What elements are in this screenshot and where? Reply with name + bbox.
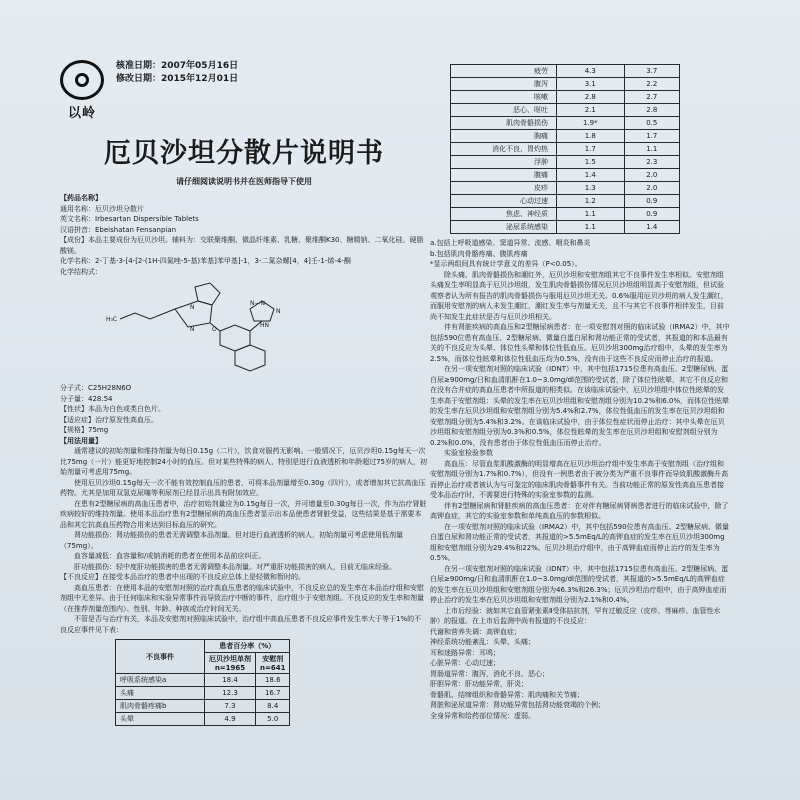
table-cell-a: 1.9*	[557, 117, 625, 130]
list-item: 骨骼肌、结缔组织和骨骼异常：肌肉痛和关节痛；	[430, 690, 584, 699]
list-item: 全身异常和给药部位情况：虚弱。	[430, 711, 535, 720]
table-cell-b: 2.0	[624, 169, 679, 182]
table-cell-event: 肌肉骨骼疼痛b	[116, 700, 205, 713]
postmarket-list	[430, 627, 730, 722]
brand-logo-icon	[60, 60, 104, 100]
generic-name: 通用名称：厄贝沙坦分散片	[60, 204, 144, 213]
table-cell-a: 4.3	[557, 65, 625, 78]
usage-paragraph-3: 在患有2型糖尿病的高血压患者中，治疗初始剂量应为0.15g每日一次，并可增量至0.30g每日一次，作为治疗肾脏疾病较好的维持剂量。使用本品治疗患有2型糖尿病的高血压患者显示出本品使患者肾脏受益，这些结果是基于需要本品和其它抗高血压药物合用来达到目标血压的研究。	[60, 499, 427, 529]
table-row	[451, 221, 680, 234]
molecular-weight: 分子量：428.54	[60, 394, 113, 403]
table-cell-event: 头痛	[116, 687, 205, 700]
col-b-n: n=641	[260, 664, 286, 672]
table-row	[451, 91, 680, 104]
footnote-b: b.包括肌肉骨骼疼痛、腹肌疼痛	[430, 249, 528, 258]
character: 【性状】本品为白色或类白色片。	[60, 405, 165, 413]
footnote-a: a.包括上呼吸道感染、窦道异常、流感、咽炎和鼻炎	[430, 239, 591, 247]
table-header-row	[116, 640, 290, 653]
right-paragraph-6: 在一项安慰剂对照的临床试验（IRMA2）中，其中包括590位患有高血压、2型糖尿病、微量白蛋白尿和肾功能正常的受试者，其报道的>5.5mEq/L的高钾血症的发生率在厄贝沙坦300mg组和安慰剂组分别为29.4%和22%。厄贝沙坦治疗组中，由于高钾血症而停止治疗的发生率为0.5%。	[430, 522, 730, 562]
table-cell-event: 咳嗽	[451, 91, 557, 104]
svg-text:O: O	[212, 326, 217, 333]
list-item: 代谢和营养失调：高钾血症；	[430, 627, 521, 636]
column-header-irbesartan	[205, 653, 256, 674]
table-row	[451, 195, 680, 208]
h3c-label: H₃C	[106, 316, 118, 323]
svg-text:N: N	[190, 326, 195, 333]
table-cell-event: 呼吸系统感染a	[116, 674, 205, 687]
header	[60, 60, 428, 121]
table-cell-a: 18.4	[205, 674, 256, 687]
right-table-body	[451, 65, 680, 234]
table-cell-event: 头晕	[116, 713, 205, 726]
adverse-events-table-part1	[115, 639, 290, 726]
col-a-label: 厄贝沙坦单剂	[209, 655, 251, 663]
column-header-placebo	[256, 653, 290, 674]
left-table-body	[116, 674, 290, 726]
table-cell-a: 4.9	[205, 713, 256, 726]
usage-paragraph-2: 使用厄贝沙坦0.15g每天一次不能有效控制血压的患者，可将本品剂量增至0.30g（四片），或者增加其它抗高血压药物。尤其是加用双氢克尿噻等利尿剂已经显示出具有附加效应。	[60, 478, 426, 497]
svg-text:N: N	[276, 308, 281, 315]
specification: 【规格】75mg	[60, 426, 109, 434]
table-cell-a: 1.1	[557, 221, 625, 234]
column-header-event: 不良事件	[116, 640, 205, 674]
table-cell-a: 1.5	[557, 156, 625, 169]
table-row	[451, 143, 680, 156]
table-cell-b: 18.6	[256, 674, 290, 687]
lab-heading: 实验室检验参数	[444, 449, 493, 457]
revision-date: 修改日期：2015年12月01日	[116, 74, 239, 84]
document-subtitle: 请仔细阅读说明书并在医师指导下使用	[176, 177, 312, 186]
table-cell-a: 7.3	[205, 700, 256, 713]
table-cell-b: 1.7	[624, 130, 679, 143]
table-cell-b: 0.9	[624, 208, 679, 221]
list-item: 胃肠道异常：腹泻，消化不良、恶心；	[430, 669, 549, 678]
table-cell-b: 2.0	[624, 182, 679, 195]
table-cell-event: 疲劳	[451, 65, 557, 78]
table-cell-event: 腹泻	[451, 78, 557, 91]
right-paragraph-3: 在另一项安慰剂对照的临床试验（IDNT）中，其中包括1715位患有高血压、2型糖尿病、蛋白尿≥900mg/日和血清肌酐在1.0~3.0mg/dl范围的受试者，除了体位性眩晕，其它不良反应和在没有合并症的高血压患者中所报道的相类似。在该临床试验中，厄贝沙坦组中体位性眩晕的发生率高于安慰剂组：头晕的发生率在厄贝沙坦组和安慰剂组分别为10.2%和6.0%，而体位性眩晕的发生率在厄贝沙坦组和安慰剂组分别为5.4%和2.7%，体位性低血压的发生率在厄贝沙坦组和安慰剂组分别为5.4%和3.2%。在该临床试验中，由于体位性症状而停止治疗：其中头晕在厄贝沙坦组和安慰剂组分别为0.3%和0.5%，体位性眩晕的发生率在厄贝沙坦组和安慰剂组分别为0.2%和0.0%，没有患者由于体位性低血压而停止治疗。	[430, 365, 730, 447]
adverse-events-table-part2	[450, 64, 680, 234]
table-cell-b: 0.9	[624, 195, 679, 208]
table-row	[451, 104, 680, 117]
composition: 【成份】本品主要成份为厄贝沙坦。辅料为：交联聚维酮、微晶纤维素、乳糖、聚维酮K30、糖精钠、二氧化硅、硬脂酸镁。	[60, 236, 424, 255]
table-row	[451, 182, 680, 195]
structure-svg	[100, 279, 320, 379]
table-cell-event: 恶心、呕吐	[451, 104, 557, 117]
indication: 【适应症】治疗原发性高血压。	[60, 415, 158, 424]
right-paragraph-7: 在另一项安慰剂对照的临床试验（IDNT）中，其中包括1715位患有高血压、2型糖尿病、蛋白尿≥900mg/日和血清肌酐在1.0~3.0mg/dl范围的受试者，其报道的>5.5mEq/L的高钾血症的发生率在厄贝沙坦组和安慰剂组分别为46.3%和26.3%；厄贝沙坦治疗组中，由于高钾血症而停止治疗的发生率在厄贝沙坦组和安慰剂组分别为2.1%和0.4%。	[430, 564, 729, 604]
table-row	[451, 65, 680, 78]
table-cell-event: 肌肉骨骼损伤	[451, 117, 557, 130]
footnote-star: *显示两组间具有统计学意义的差异（P<0.05）。	[430, 260, 582, 268]
table-row	[116, 700, 290, 713]
table-cell-b: 16.7	[256, 687, 290, 700]
table-row	[116, 687, 290, 700]
right-body	[430, 238, 730, 721]
adverse-paragraph-2: 不管是否与治疗有关，本品及安慰剂对照临床试验中，治疗组中高血压患者不良反应事件发生率大于等于1%的不良反应事件见下表：	[60, 615, 422, 634]
usage-paragraph-6: 肝功能损伤：轻中度肝功能损害的患者无需调整本品剂量。对严重肝功能损害的病人，目前无临床经验。	[74, 562, 396, 571]
usage-heading: 【用法用量】	[60, 436, 102, 445]
list-item: 耳和迷路异常：耳鸣；	[430, 648, 500, 657]
table-cell-event: 腹痛	[451, 169, 557, 182]
right-paragraph-2: 伴有肾脏疾病的高血压和2型糖尿病患者：在一项安慰剂对照的临床试验（IRMA2）中，其中包括590位患有高血压、2型糖尿病、微量白蛋白尿和肾功能正常的受试者，其报道的和本品最有关的不良反应为头晕、体位性头晕和体位性低血压。厄贝沙坦300mg治疗组中，头晕的发生率为2.5%，而体位性眩晕和体位性低血压均为0.5%，没有由于这些不良反应而停止治疗的报道。	[430, 323, 730, 363]
table-row	[116, 713, 290, 726]
svg-text:N—N: N—N	[250, 300, 265, 307]
brand-block	[60, 60, 104, 121]
table-cell-event: 消化不良、胃灼热	[451, 143, 557, 156]
chemical-structure-diagram	[100, 279, 428, 379]
table-cell-b: 1.4	[624, 221, 679, 234]
table-cell-b: 2.8	[624, 104, 679, 117]
table-cell-b: 2.7	[624, 91, 679, 104]
table-cell-event: 胸痛	[451, 130, 557, 143]
table-cell-b: 2.3	[624, 156, 679, 169]
list-item: 肝胆异常：肝功能异常，肝炎；	[430, 680, 528, 688]
chemical-name: 化学名称：2-丁基-3-[4-[2-(1H-四氮唑-5-基)苯基]苯甲基]-1，3-二氮杂螺[4，4]壬-1-烯-4-酮	[60, 257, 351, 265]
table-cell-a: 1.7	[557, 143, 625, 156]
brand-name: 以岭	[67, 106, 96, 121]
table-cell-event: 心动过速	[451, 195, 557, 208]
svg-text:HN: HN	[260, 322, 269, 329]
table-cell-a: 1.1	[557, 208, 625, 221]
structure-label: 化学结构式：	[60, 267, 102, 276]
table-cell-a: 2.1	[557, 104, 625, 117]
pinyin-name: 汉语拼音：Ebeishatan Fensanpian	[60, 225, 177, 234]
left-column	[60, 60, 428, 726]
table-row	[451, 130, 680, 143]
col-a-n: n=1965	[214, 664, 246, 672]
table-row	[451, 156, 680, 169]
table-cell-a: 1.2	[557, 195, 625, 208]
list-item: 神经系统功能紊乱：头晕、头痛；	[430, 638, 535, 646]
table-cell-b: 2.2	[624, 78, 679, 91]
english-name: 英文名称：Irbesartan Dispersible Tablets	[60, 215, 199, 223]
table-cell-a: 1.3	[557, 182, 625, 195]
molecular-formula: 分子式：C25H28N6O	[60, 384, 132, 392]
right-paragraph-8: 上市后经验：就如其它血管紧张素Ⅱ受体拮抗剂，罕有过敏反应（皮疹、荨麻疹、血管性水肿）的报道。在上市后监测中尚有报道的不良反应：	[430, 606, 721, 625]
usage-paragraph-4: 肾功能损伤：肾功能损伤的患者无需调整本品剂量。但对进行血液透析的病人，初始剂量可考虑使用低剂量（75mg）。	[60, 531, 403, 550]
table-cell-a: 1.4	[557, 169, 625, 182]
right-paragraph-1: 除头痛、肌肉骨骼损伤和潮红外，厄贝沙坦和安慰剂组其它不良事件发生率相似。安慰剂组头痛发生率明显高于厄贝沙坦组，发生肌肉骨骼损伤情况厄贝沙坦组明显高于安慰剂组，但试验观察者认为所有报告的肌肉骨骼损伤与服用厄贝沙坦无关。0.6%服用厄贝沙坦的病人发生潮红，而服用安慰剂的病人未发生潮红，潮红发生率与剂量无关，且不与其它不良事件相伴发生，目前尚不知发生此症状是否与厄贝沙坦相关。	[430, 270, 728, 321]
table-cell-b: 0.5	[624, 117, 679, 130]
table-cell-b: 8.4	[256, 700, 290, 713]
table-cell-a: 3.1	[557, 78, 625, 91]
table-row	[451, 169, 680, 182]
col-b-label: 安慰剂	[262, 655, 284, 663]
table-row	[116, 674, 290, 687]
right-paragraph-4: 高血压：尽管血浆肌酸激酶的明显增高在厄贝沙坦治疗组中发生率高于安慰剂组（治疗组和安慰剂组分别为1.7%和0.7%），但没有一例患者由于被分类为严重不良事件而导致肌酸激酶升高而停止治疗或者被认为与可鉴定的临床肌肉骨骼事件有关。当前功能正常的原发性高血压患者接受本品治疗时，不需要进行特殊的实验室参数的监测。	[430, 459, 729, 499]
table-cell-event: 泌尿系统感染	[451, 221, 557, 234]
svg-text:N: N	[190, 304, 195, 311]
adverse-paragraph-1: 高血压患者：在使用本品的安慰剂对照的治疗高血压患者的临床试验中，不良反应总的发生率在本品治疗组和安慰剂组中无差异。由于任何临床和实验异常事件而导致治疗中断的事件，治疗组少于安慰剂组。不良反应的发生率和剂量（在推荐剂量范围内）、性别、年龄、种族或治疗时间无关。	[60, 583, 424, 613]
table-cell-b: 1.1	[624, 143, 679, 156]
drug-name-heading: 【药品名称】	[60, 194, 102, 202]
column-group-header: 患者百分率（%）	[205, 640, 290, 653]
table-cell-event: 焦虑、神经质	[451, 208, 557, 221]
table-row	[451, 78, 680, 91]
approval-date: 核准日期：2007年05月16日	[116, 61, 239, 71]
table-cell-b: 5.0	[256, 713, 290, 726]
table-cell-a: 12.3	[205, 687, 256, 700]
right-paragraph-5: 伴有2型糖尿病和肾脏疾病的高血压患者：在对伴有糖尿病肾病患者进行的临床试验中，除了高钾血症，其它的实验室参数和单纯高血压的参数相似。	[430, 501, 729, 520]
table-row	[451, 208, 680, 221]
left-body	[60, 193, 428, 635]
list-item: 肾脏和泌尿道异常：肾功能异常包括肾功能衰竭的个例；	[430, 701, 605, 709]
adverse-heading: 【不良反应】在接受本品治疗的患者中出现的不良反应总体上是轻微和暂时的。	[60, 573, 305, 581]
table-cell-a: 2.8	[557, 91, 625, 104]
dates-block	[116, 60, 238, 86]
table-cell-event: 浮肿	[451, 156, 557, 169]
table-cell-a: 1.8	[557, 130, 625, 143]
usage-paragraph-1: 通常建议的初始剂量和维持剂量为每日0.15g（二片），饮食对服药无影响。一般情况下，厄贝沙坦0.15g每天一次比75mg（一片）能更好地控制24小时的血压。但对某些特殊的病人，特别是进行血液透析和年龄超过75岁的病人，初始剂量可考虑用75mg。	[60, 447, 427, 476]
usage-paragraph-5: 血容量减低：血容量和/或钠消耗的患者在使用本品前应纠正。	[74, 552, 266, 560]
table-cell-b: 3.7	[624, 65, 679, 78]
table-cell-event: 皮疹	[451, 182, 557, 195]
right-column	[430, 64, 730, 721]
document-title: 厄贝沙坦分散片说明书	[104, 138, 384, 169]
table-row	[451, 117, 680, 130]
list-item: 心脏异常：心动过速；	[430, 659, 500, 667]
